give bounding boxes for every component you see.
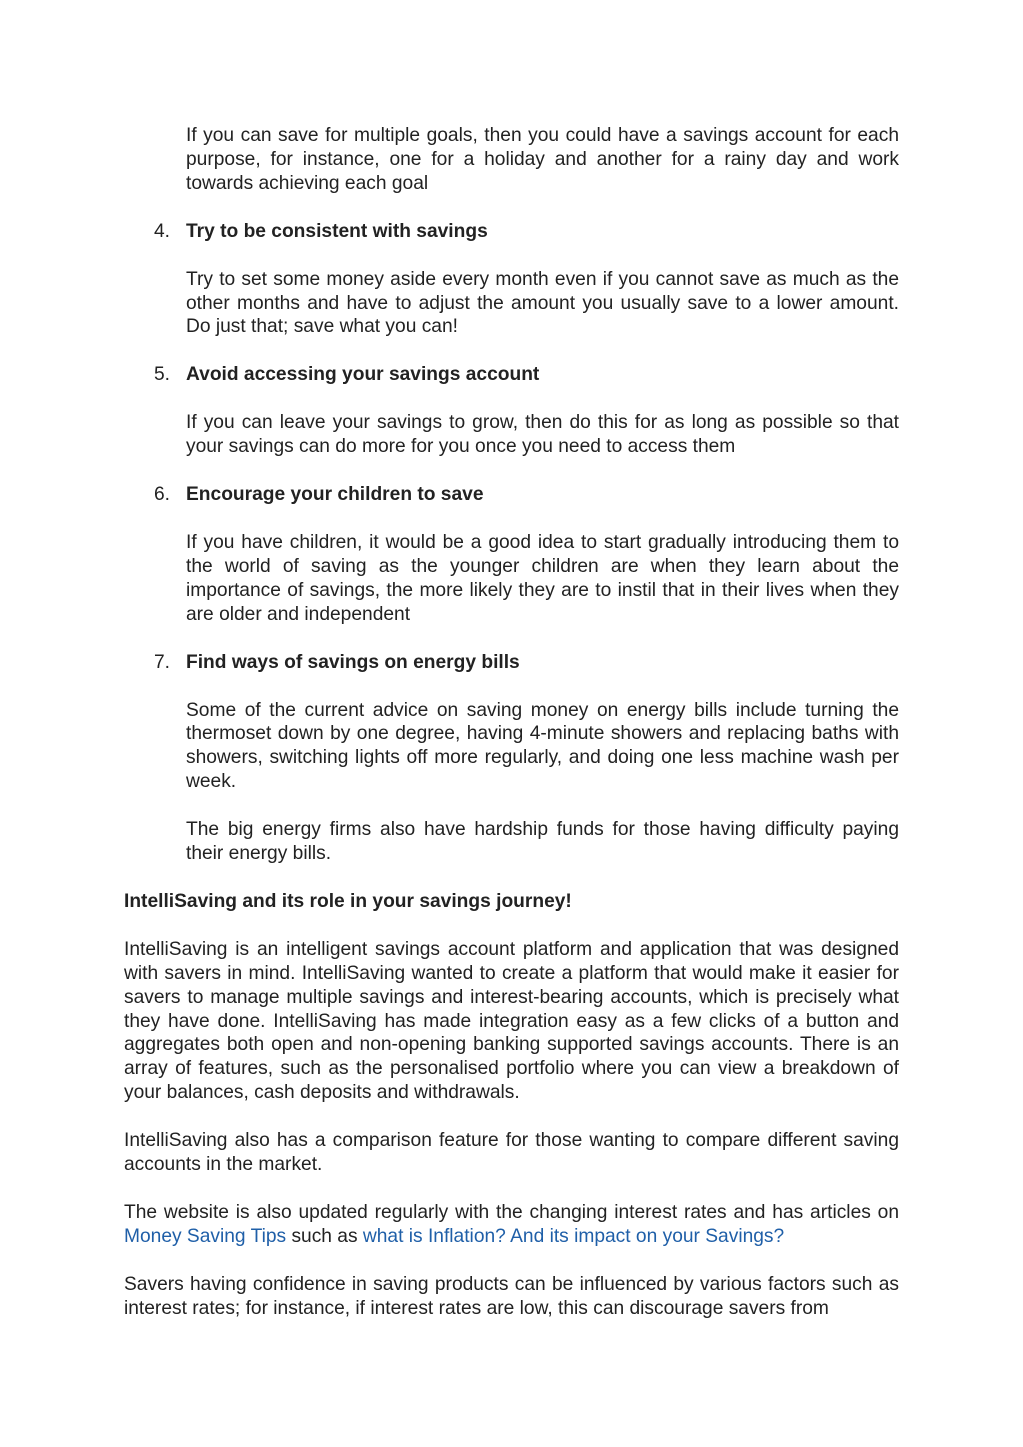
list-item-heading-7 <box>154 651 899 675</box>
money-saving-tips-link[interactable]: Money Saving Tips <box>124 1225 287 1247</box>
list-item-title: Avoid accessing your savings account <box>186 364 540 386</box>
list-item-heading-5 <box>154 363 899 387</box>
list-item-paragraph: If you can leave your savings to grow, then do this for as long as possible so that your savings can do more for you once you need to access them <box>186 412 899 458</box>
section-heading: IntelliSaving and its role in your savings journey! <box>124 890 572 912</box>
list-item-number: 5. <box>154 364 171 386</box>
inflation-article-link[interactable]: what is Inflation? And its impact on your Savings? <box>362 1225 785 1247</box>
section-paragraph: IntelliSaving is an intelligent savings account platform and application that was designed with savers in mind. IntelliSaving wanted to create a platform that would make it easier for savers to manage multiple savings and interest-bearing accounts, which is precisely what they have done. IntelliSaving has made integration easy as a few clicks of a button and aggregates both open and non-opening banking supported savings accounts. There is an array of features, such as the personalised portfolio where you can view a breakdown of your balances, cash deposits and withdrawals. <box>124 938 899 1104</box>
list-item-paragraph: Try to set some money aside every month even if you cannot save as much as the other months and have to adjust the amount you usually save to a lower amount. Do just that; save what you can! <box>186 268 899 338</box>
list-item-heading-4 <box>154 220 899 244</box>
section-paragraph: Savers having confidence in saving products can be influenced by various factors such as interest rates; for instance, if interest rates are low, this can discourage savers from <box>124 1273 899 1319</box>
list-item-number: 7. <box>154 651 171 673</box>
document-page <box>124 124 899 1321</box>
paragraph-text: The website is also updated regularly with the changing interest rates and has articles on <box>124 1202 899 1223</box>
list-item-title: Try to be consistent with savings <box>186 220 488 242</box>
list-item-heading-6 <box>154 483 899 507</box>
list-item-paragraph: Some of the current advice on saving money on energy bills include turning the thermoset down by one degree, having 4-minute showers and replacing baths with showers, switching lights off more regularly, and doing one less machine wash per week. <box>186 699 899 793</box>
list-item-paragraph: If you have children, it would be a good idea to start gradually introducing them to the world of saving as the younger children are when they learn about the importance of savings, the more likely they are to instil that in their lives when they are older and independent <box>186 531 899 625</box>
list-item-paragraph: The big energy firms also have hardship funds for those having difficulty paying their energy bills. <box>186 819 899 865</box>
section-paragraph-with-links <box>124 1201 899 1249</box>
list-item-title: Encourage your children to save <box>186 484 484 506</box>
list-item-number: 4. <box>154 220 171 242</box>
intro-paragraph: If you can save for multiple goals, then you could have a savings account for each purpose, for instance, one for a holiday and another for a rainy day and work towards achieving each goal <box>186 125 899 194</box>
list-item-number: 6. <box>154 484 171 506</box>
paragraph-text: such as <box>286 1225 363 1247</box>
section-paragraph: IntelliSaving also has a comparison feature for those wanting to compare different saving accounts in the market. <box>124 1130 899 1176</box>
list-item-title: Find ways of savings on energy bills <box>186 651 520 673</box>
